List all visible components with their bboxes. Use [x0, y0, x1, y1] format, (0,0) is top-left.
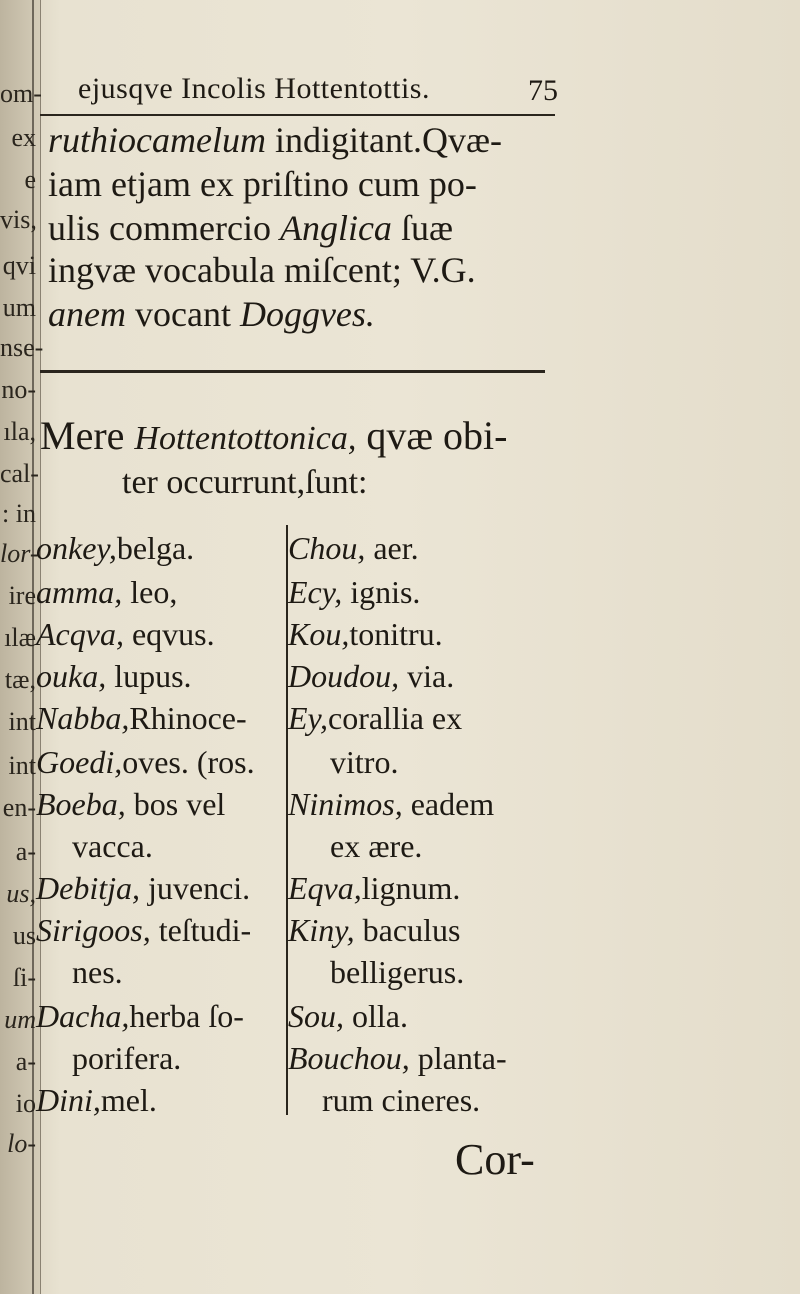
margin-fragment: io [15, 1089, 36, 1118]
line-text: ulis commercio [48, 208, 280, 248]
vocab-continuation: nes. [72, 954, 123, 990]
vocab-entry [36, 658, 192, 695]
vocab-term: Dacha, [36, 998, 130, 1034]
vocab-term: onkey, [36, 530, 117, 566]
vocab-term: Ecy, [288, 574, 343, 610]
page-header [78, 72, 558, 110]
margin-fragment: um [2, 293, 36, 322]
vocab-entry [288, 658, 454, 695]
vocab-continuation: belligerus. [330, 954, 465, 990]
vocab-gloss: lignum. [361, 870, 461, 906]
vocab-entry [36, 616, 215, 653]
body-line [48, 292, 375, 336]
line-text: indigitant.Qvæ- [265, 120, 502, 160]
vocab-entry [288, 912, 460, 949]
vocab-term: Dini, [36, 1082, 101, 1118]
margin-fragment: : in [2, 499, 36, 528]
vocab-term: Chou, [288, 530, 366, 566]
margin-fragment: int [8, 751, 36, 780]
vocab-term: Boeba, [36, 786, 126, 822]
margin-fragment: ire [8, 581, 36, 610]
section-rule [40, 370, 545, 373]
body-line [48, 162, 477, 206]
margin-fragment: nse- [0, 333, 44, 362]
vocab-term: Acqva, [36, 616, 124, 652]
vocab-term: Doudou, [288, 658, 400, 694]
margin-fragment: lor- [0, 539, 39, 568]
margin-fragment: int [8, 707, 36, 736]
intro-italic: Hottentottonica, [134, 420, 357, 457]
vocab-continuation: porifera. [72, 1040, 182, 1076]
margin-fragment: us, [6, 879, 36, 908]
margin-fragment: um [4, 1005, 36, 1034]
vocab-gloss: aer. [365, 530, 419, 566]
vocab-continuation: vitro. [330, 744, 399, 780]
vocab-gloss: tonitru. [349, 616, 443, 652]
body-line [48, 248, 476, 292]
margin-fragment: vis, [0, 205, 37, 234]
vocab-term: Kiny, [288, 912, 355, 948]
italic-term: ruthiocamelum [48, 120, 266, 160]
vocab-gloss: eqvus. [123, 616, 215, 652]
intro-line [40, 412, 507, 459]
vocab-gloss: leo, [122, 574, 178, 610]
vocab-gloss: herba ſo- [129, 998, 244, 1034]
vocab-entry [288, 786, 494, 823]
margin-fragment: a- [15, 837, 36, 866]
vocab-entry [288, 998, 408, 1035]
vocab-term: Nabba, [36, 700, 130, 736]
vocab-entry [36, 574, 177, 611]
vocab-gloss: planta- [409, 1040, 507, 1076]
italic-term: Doggves. [239, 294, 375, 334]
vocab-gloss: mel. [100, 1082, 157, 1118]
margin-fragment: tæ, [4, 665, 36, 694]
vocab-entry [288, 616, 443, 653]
vocab-gloss: corallia ex [327, 700, 463, 736]
intro-lead: Mere [40, 413, 135, 458]
italic-term: Anglica [279, 208, 392, 248]
vocab-gloss: olla. [344, 998, 408, 1034]
vocab-entry [36, 912, 251, 949]
margin-fragment: lo- [7, 1129, 36, 1158]
vocab-gloss: teſtudi- [150, 912, 252, 948]
vocab-term: Bouchou, [288, 1040, 410, 1076]
vocab-entry [288, 700, 462, 737]
vocab-gloss: via. [399, 658, 455, 694]
vocab-term: amma, [36, 574, 123, 610]
intro-rest: qvæ obi- [356, 413, 508, 458]
margin-fragment: us [12, 921, 36, 950]
vocab-term: Debitja, [36, 870, 140, 906]
vocab-term: Sirigoos, [36, 912, 151, 948]
vocab-continuation: vacca. [72, 828, 153, 864]
margin-fragment: e [24, 165, 36, 194]
italic-term: anem [48, 294, 126, 334]
margin-fragment: ſi- [12, 963, 36, 992]
vocab-term: Ninimos, [288, 786, 403, 822]
vocab-gloss: oves. (ros. [122, 744, 255, 780]
margin-fragment: no- [1, 375, 36, 404]
line-text: iam etjam ex priſtino cum po- [48, 164, 477, 204]
intro-line-2: ter occurrunt,ſunt: [122, 464, 368, 501]
vocab-term: Sou, [288, 998, 344, 1034]
vocab-entry [36, 700, 247, 737]
catchword: Cor- [455, 1135, 535, 1184]
vocab-term: Eqva, [288, 870, 362, 906]
vocab-term: Kou, [288, 616, 350, 652]
vocab-entry [36, 744, 255, 781]
running-head: ejusqve Incolis Hottentottis. [78, 72, 430, 105]
vocab-gloss: ignis. [342, 574, 421, 610]
header-rule [40, 114, 555, 116]
line-text: vocant [125, 294, 240, 334]
vocab-entry [288, 1040, 507, 1077]
vocab-entry [288, 530, 419, 567]
vocab-entry [36, 1082, 157, 1119]
line-text: ingvæ vocabula miſcent; V.G. [48, 250, 476, 290]
vocab-gloss: bos vel [125, 786, 226, 822]
margin-fragment: ıla, [3, 417, 36, 446]
vocab-entry [36, 870, 250, 907]
vocab-entry [36, 786, 225, 823]
page-number: 75 [528, 74, 558, 107]
margin-fragment: qvi [2, 251, 36, 280]
margin-fragment: ılæ [4, 623, 36, 652]
vocab-entry [36, 998, 244, 1035]
line-text: ſuæ [391, 208, 453, 248]
vocab-entry [36, 530, 194, 567]
vocab-term: ouka, [36, 658, 107, 694]
vocab-term: Goedi, [36, 744, 123, 780]
body-line [48, 118, 502, 162]
margin-fragment: om- [0, 79, 42, 108]
vocab-gloss: Rhinoce- [129, 700, 247, 736]
vocab-gloss: belga. [116, 530, 195, 566]
body-line [48, 206, 453, 250]
vocab-gloss: lupus. [106, 658, 192, 694]
vocab-entry [288, 574, 420, 611]
vocab-continuation: ex ære. [330, 828, 423, 864]
margin-fragment: en- [2, 793, 36, 822]
vocab-term: Ey, [288, 700, 328, 736]
vocab-entry [288, 870, 460, 907]
vocab-continuation: rum cineres. [322, 1082, 481, 1118]
vocab-gloss: eadem [402, 786, 495, 822]
vocab-gloss: juvenci. [139, 870, 251, 906]
margin-fragment: cal- [0, 459, 39, 488]
margin-fragment: ex [11, 123, 36, 152]
vocab-gloss: baculus [354, 912, 461, 948]
margin-fragment: a- [15, 1047, 36, 1076]
